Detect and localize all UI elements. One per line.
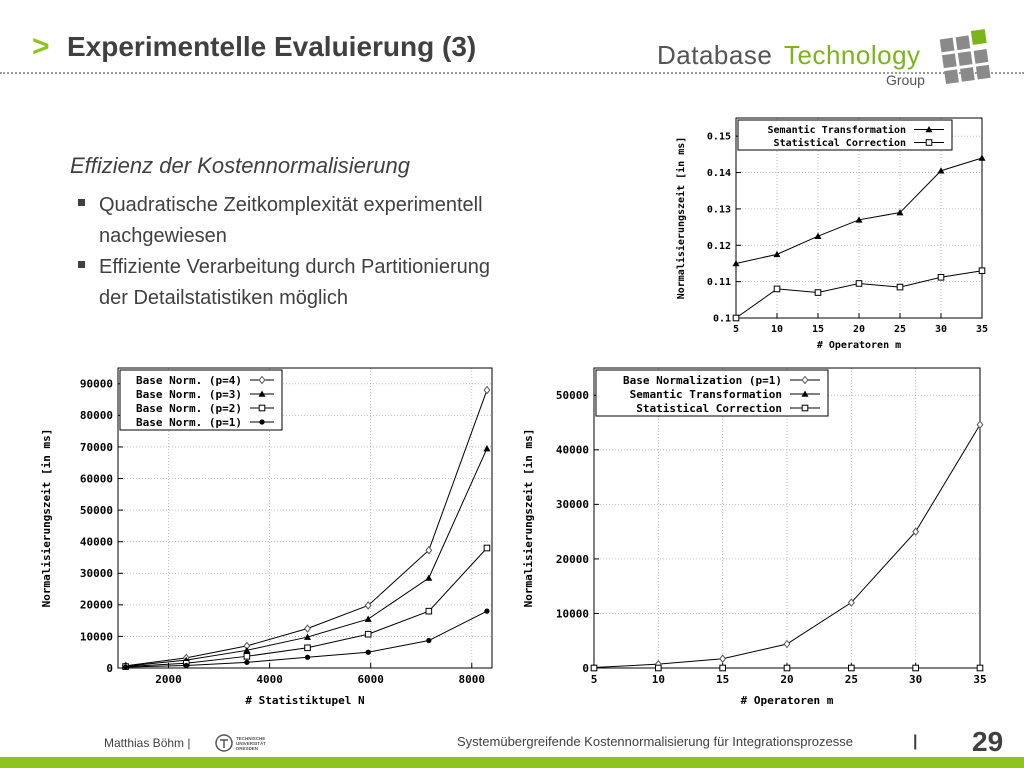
section-subtitle: Effizienz der Kostennormalisierung <box>70 153 410 178</box>
data-point <box>897 284 903 290</box>
bullet-text: Effiziente Verarbeitung durch Partitionierung der Detailstatistiken möglich <box>99 256 490 309</box>
data-point <box>656 665 662 671</box>
data-point <box>244 660 249 665</box>
y-tick-label: 0 <box>582 661 589 675</box>
x-axis-label: # Operatoren m <box>816 340 902 351</box>
y-tick-label: 0.14 <box>706 168 731 180</box>
data-point <box>938 274 944 280</box>
data-point <box>815 290 821 296</box>
data-point <box>426 638 431 643</box>
x-tick-label: 4000 <box>256 673 283 686</box>
legend-label: Base Norm. (p=2) <box>136 401 242 415</box>
x-tick-label: 25 <box>844 673 858 686</box>
bullet-item <box>78 190 498 252</box>
y-tick-label: 50000 <box>555 389 589 403</box>
bullet-text: Quadratische Zeitkomplexität experimentell nachgewiesen <box>99 194 483 247</box>
x-axis-label: # Operatoren m <box>740 694 834 707</box>
x-tick-label: 10 <box>651 673 665 686</box>
data-point <box>913 665 919 671</box>
x-tick-label: 30 <box>934 324 948 335</box>
x-tick-label: 30 <box>909 673 923 686</box>
tu-dresden-logo-icon <box>214 733 284 753</box>
y-tick-label: 10000 <box>79 630 113 644</box>
x-tick-label: 35 <box>975 324 989 335</box>
data-point <box>366 650 371 655</box>
data-point <box>484 545 490 551</box>
data-point <box>849 665 855 671</box>
x-tick-label: 35 <box>973 673 987 686</box>
y-tick-label: 90000 <box>79 377 113 391</box>
bullet-square-icon <box>78 261 85 268</box>
y-tick-label: 0.13 <box>706 204 731 216</box>
data-point <box>244 654 250 660</box>
footer-accent-bar <box>0 757 1024 768</box>
data-point <box>591 665 597 671</box>
data-point <box>365 631 371 637</box>
chart-operators-large <box>520 358 990 710</box>
y-tick-label: 70000 <box>79 440 113 454</box>
page-number: 29 <box>972 726 1004 757</box>
y-tick-label: 30000 <box>79 567 113 581</box>
data-point <box>979 268 985 274</box>
x-tick-label: 6000 <box>357 673 384 686</box>
footer-separator: | <box>913 733 918 750</box>
logo-text-database: Database <box>657 40 773 70</box>
legend-label: Statistical Correction <box>773 138 906 149</box>
x-axis-label: # Statistiktupel N <box>245 694 365 707</box>
y-tick-label: 0 <box>106 661 113 675</box>
footer-talk-title: Systemübergreifende Kostennormalisierung für Integrationsprozesse <box>457 734 853 749</box>
x-tick-label: 20 <box>780 673 794 686</box>
data-point <box>977 665 983 671</box>
legend-marker <box>802 405 808 411</box>
y-tick-label: 60000 <box>79 472 113 486</box>
x-tick-label: 8000 <box>458 673 486 686</box>
slide-title: Experimentelle Evaluierung (3) <box>67 31 477 62</box>
footer-author: Matthias Böhm | <box>104 736 191 750</box>
legend-label: Base Normalization (p=1) <box>623 373 782 387</box>
title-marker: > <box>32 30 50 63</box>
y-tick-label: 40000 <box>79 535 113 549</box>
y-tick-label: 10000 <box>555 607 589 621</box>
data-point <box>123 664 128 669</box>
legend-label: Base Norm. (p=1) <box>136 415 242 429</box>
x-tick-label: 15 <box>811 324 825 335</box>
bullet-item <box>78 252 498 314</box>
data-point <box>733 315 739 321</box>
x-tick-label: 10 <box>770 324 784 335</box>
y-tick-label: 50000 <box>79 503 113 517</box>
chart-statistics-tuples <box>38 358 500 710</box>
legend-label: Statistical Correction <box>636 401 782 415</box>
legend-marker <box>926 140 932 146</box>
legend-label: Semantic Transformation <box>629 387 782 401</box>
y-tick-label: 40000 <box>555 443 589 457</box>
data-point <box>784 665 790 671</box>
legend-label: Semantic Transformation <box>767 125 906 136</box>
database-grid-logo-icon <box>935 24 997 98</box>
legend-label: Base Norm. (p=4) <box>136 373 242 387</box>
y-tick-label: 30000 <box>555 498 589 512</box>
y-axis-label: Normalisierungszeit [in ms] <box>676 136 687 300</box>
data-point <box>305 655 310 660</box>
data-point <box>720 665 726 671</box>
y-tick-label: 20000 <box>79 598 113 612</box>
x-tick-label: 25 <box>893 324 907 335</box>
logo-text-group: Group <box>886 72 925 88</box>
x-tick-label: 5 <box>732 324 740 335</box>
x-tick-label: 5 <box>590 673 598 686</box>
data-point <box>426 608 432 614</box>
data-point <box>774 286 780 292</box>
data-point <box>484 609 489 614</box>
legend-marker <box>259 405 265 411</box>
data-point <box>305 645 311 651</box>
y-axis-label: Normalisierungszeit [in ms] <box>522 428 535 608</box>
logo-text-technology: Technology <box>784 40 921 70</box>
legend-label: Base Norm. (p=3) <box>136 387 242 401</box>
y-tick-label: 0.11 <box>706 277 731 289</box>
y-tick-label: 20000 <box>555 552 589 566</box>
data-point <box>856 281 862 287</box>
svg-text:TECHNISCHE: TECHNISCHE <box>236 736 266 741</box>
svg-text:UNIVERSITÄT: UNIVERSITÄT <box>236 741 267 746</box>
svg-text:DRESDEN: DRESDEN <box>236 746 259 751</box>
data-point <box>184 663 189 668</box>
bullet-square-icon <box>78 199 85 206</box>
y-tick-label: 0.15 <box>706 131 731 143</box>
y-tick-label: 80000 <box>79 409 113 423</box>
x-tick-label: 2000 <box>155 673 182 686</box>
legend-marker <box>259 419 264 424</box>
y-axis-label: Normalisierungszeit [in ms] <box>40 428 53 608</box>
y-tick-label: 0.12 <box>706 240 731 252</box>
y-tick-label: 0.1 <box>712 313 731 325</box>
x-tick-label: 20 <box>852 324 866 335</box>
x-tick-label: 15 <box>716 673 730 686</box>
chart-operators-small <box>672 108 990 354</box>
header-divider <box>0 72 1024 74</box>
